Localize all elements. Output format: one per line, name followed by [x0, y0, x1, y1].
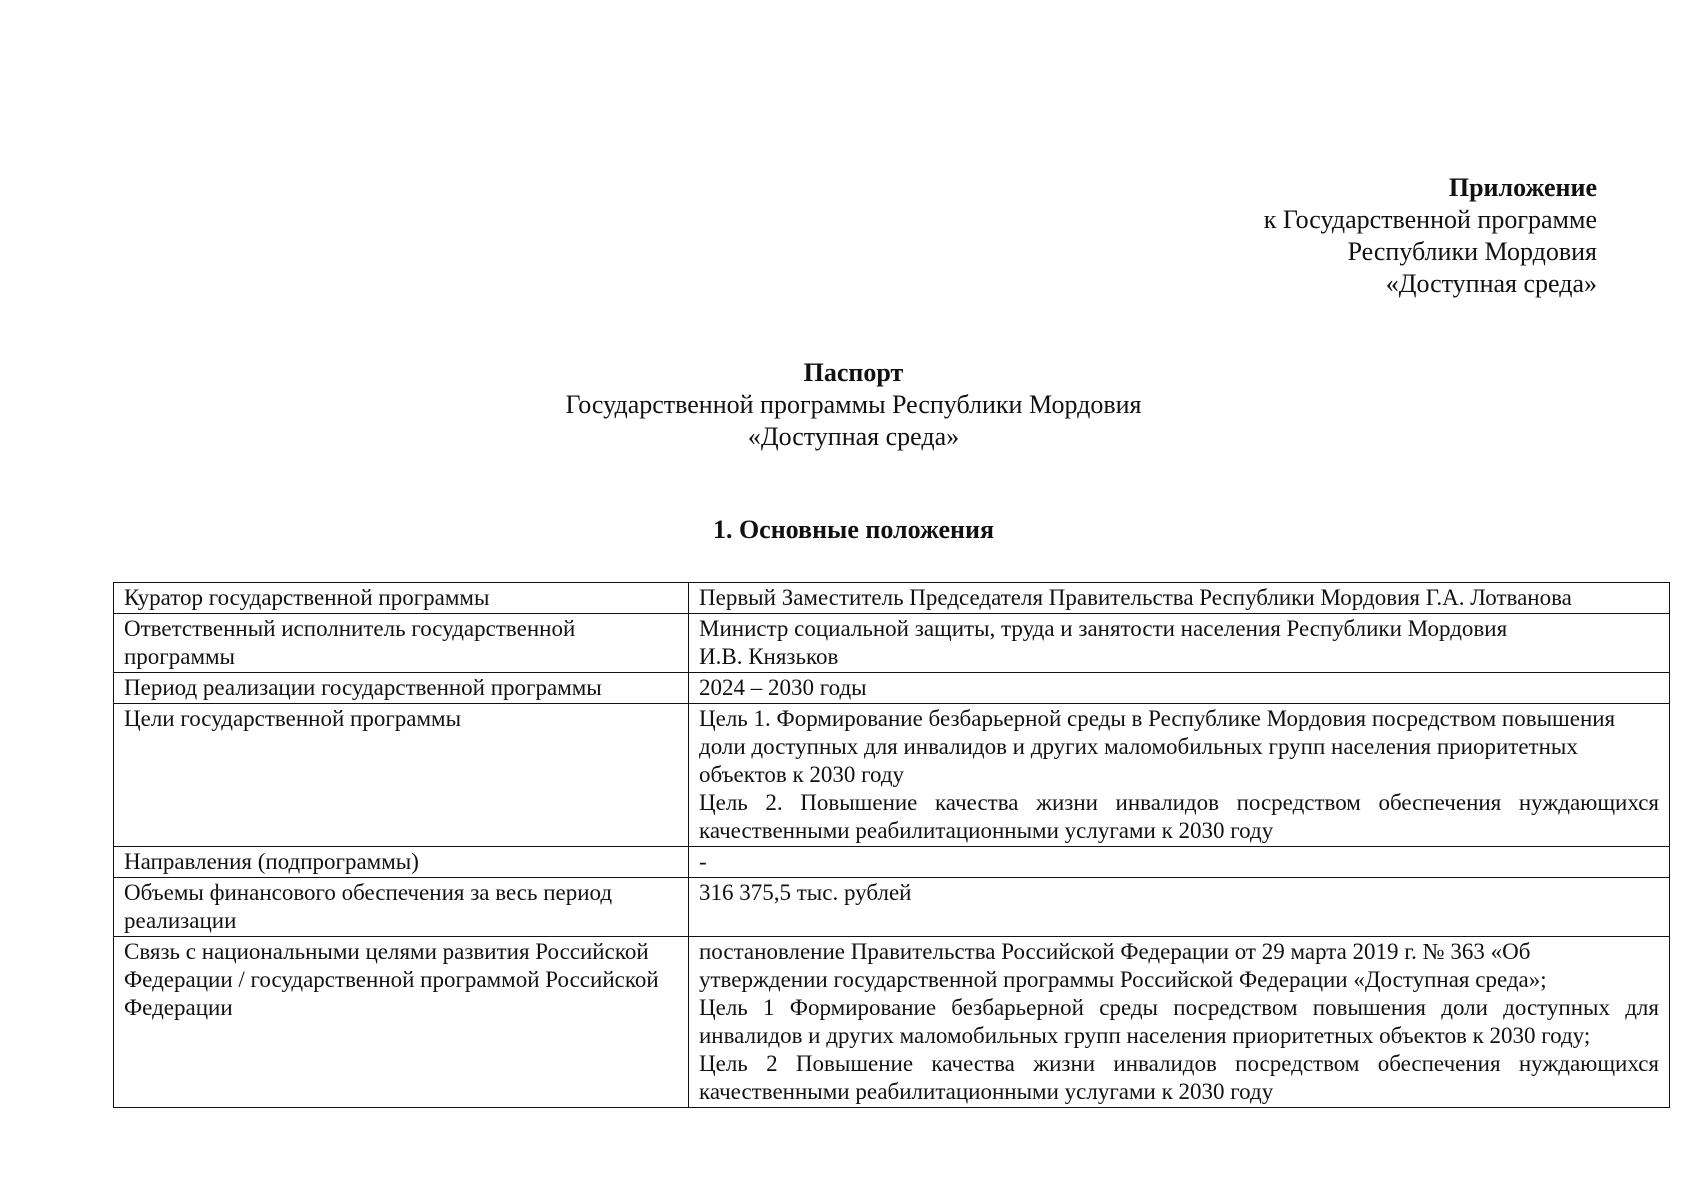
- passport-subtitle: Государственной программы Республики Мордовия: [565, 390, 1142, 419]
- row-value-line: Цель 1. Формирование безбарьерной среды в Республике Мордовия посредством повышения доли доступных для инвалидов и других маломобильных групп населения приоритетных объектов к 2030 году: [699, 706, 1616, 787]
- passport-program-name: «Доступная среда»: [747, 422, 960, 451]
- row-value: [689, 704, 1670, 847]
- row-label: Цели государственной программы: [114, 704, 689, 847]
- section-title: 1. Основные положения: [712, 515, 995, 544]
- row-label: Объемы финансового обеспечения за весь период реализации: [114, 878, 689, 937]
- row-value-line: 2024 – 2030 годы: [699, 675, 867, 700]
- row-value: [689, 847, 1670, 878]
- row-value-line: Цель 1 Формирование безбарьерной среды посредством повышения доли доступных для инвалидов и других маломобильных групп населения приоритетных объектов к 2030 году;: [699, 995, 1659, 1048]
- appendix-line-2: Республики Мордовия: [1347, 237, 1597, 266]
- row-value-line: 316 375,5 тыс. рублей: [699, 880, 912, 905]
- row-value-line: И.В. Князьков: [699, 644, 839, 669]
- table-row-goals: [114, 704, 1670, 847]
- row-value-line: постановление Правительства Российской Федерации от 29 марта 2019 г. № 363 «Об утверждении государственной программы Российской Федерации «Доступная среда»;: [699, 939, 1547, 992]
- passport-heading: [0, 357, 1707, 453]
- appendix-line-3: «Доступная среда»: [1385, 269, 1597, 298]
- row-value-line: Первый Заместитель Председателя Правительства Республики Мордовия Г.А. Лотванова: [699, 585, 1572, 610]
- row-value: [689, 878, 1670, 937]
- table-row-period: [114, 673, 1670, 704]
- table-row-national-goals: [114, 937, 1670, 1108]
- row-label: Направления (подпрограммы): [114, 847, 689, 878]
- appendix-title: Приложение: [1448, 173, 1597, 202]
- row-label: Ответственный исполнитель государственной программы: [114, 614, 689, 673]
- table-row-funding: [114, 878, 1670, 937]
- appendix-line-1: к Государственной программе: [1263, 205, 1597, 234]
- row-value: [689, 614, 1670, 673]
- row-value: [689, 937, 1670, 1108]
- passport-title: Паспорт: [803, 358, 904, 387]
- table-row-directions: [114, 847, 1670, 878]
- row-label: Период реализации государственной программы: [114, 673, 689, 704]
- row-value: [689, 673, 1670, 704]
- row-label: Куратор государственной программы: [114, 583, 689, 614]
- row-value-line: Цель 2. Повышение качества жизни инвалидов посредством обеспечения нуждающихся качественными реабилитационными услугами к 2030 году: [699, 790, 1659, 843]
- table-row-executor: [114, 614, 1670, 673]
- table-row-curator: [114, 583, 1670, 614]
- row-value: [689, 583, 1670, 614]
- row-value-line: Цель 2 Повышение качества жизни инвалидов посредством обеспечения нуждающихся качественными реабилитационными услугами к 2030 году: [699, 1051, 1659, 1104]
- passport-table: [113, 582, 1670, 1108]
- row-value-line: -: [699, 849, 707, 874]
- appendix-block: [1264, 172, 1597, 300]
- row-label: Связь с национальными целями развития Российской Федерации / государственной программой Российской Федерации: [114, 937, 689, 1108]
- row-value-line: Министр социальной защиты, труда и занятости населения Республики Мордовия: [699, 616, 1508, 641]
